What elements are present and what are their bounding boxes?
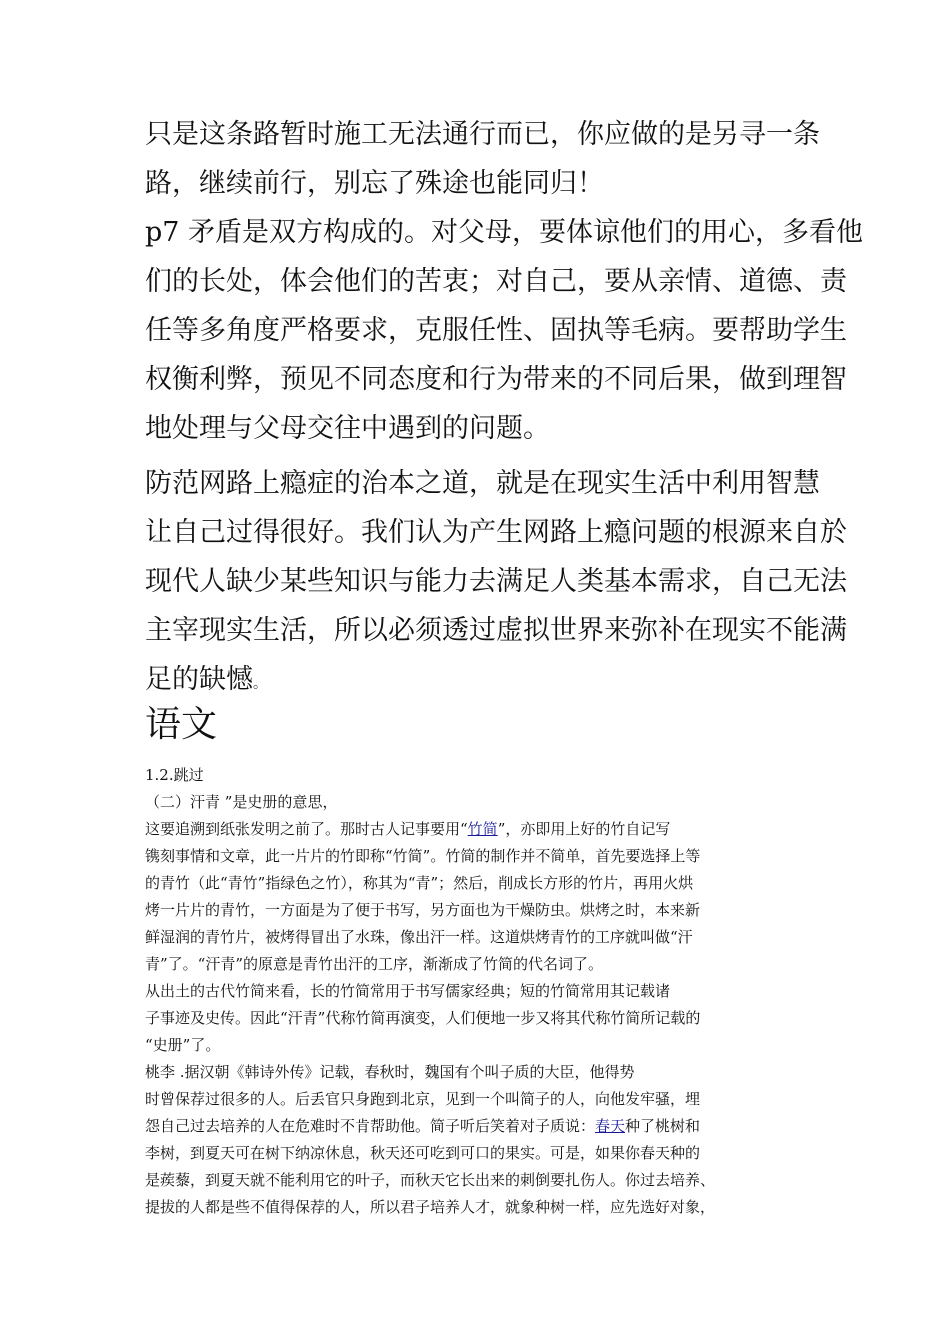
text-line: 们的长处，体会他们的苦衷；对自己，要从亲情、道德、责 [145,266,847,297]
paragraph-line [145,1113,825,1140]
paragraph-line: 青”了。“汗青”的原意是青竹出汗的工序，渐渐成了竹简的代名词了。 [145,955,604,973]
text-fragment: 种了桃树和 [625,1117,701,1135]
paragraph-line [145,816,825,843]
essay-section [145,110,864,709]
paragraph-line: 桃李 .据汉朝《韩诗外传》记载，春秋时，魏国有个叫子质的大臣，他得势 [145,1063,635,1081]
text-line-last [145,655,825,709]
text-line: 任等多角度严格要求，克服任性、固执等毛病。要帮助学生 [145,315,847,346]
text-line: 地处理与父母交往中遇到的问题。 [145,413,550,444]
text-line: 现代人缺少某些知识与能力去满足人类基本需求，自己无法 [145,566,847,597]
paragraph-line: 镌刻事情和文章，此一片片的竹即称“竹简”。竹简的制作并不简单，首先要选择上等 [145,847,701,865]
paragraph-line: 时曾保荐过很多的人。后丢官只身跑到北京，见到一个叫简子的人，向他发牢骚，埋 [145,1090,701,1108]
paragraph-line: 子事迹及史传。因此“汗青”代称竹简再演变，人们便地一步又将其代称竹简所记载的 [145,1009,701,1027]
chinese-section [145,762,825,1221]
text-fragment: 这要追溯到纸张发明之前了。那时古人记事要用“ [145,820,468,838]
text-line: 防范网路上瘾症的治本之道，就是在现实生活中利用智慧 [145,468,820,499]
text-fragment: ”，亦即用上好的竹自记写 [497,820,671,838]
paragraph-line: 烤一片片的青竹，一方面是为了便于书写，另方面也为干燥防虫。烘烤之时，本来新 [145,901,701,919]
item-label: 1.2.跳过 [145,766,204,784]
end-mark: 。 [253,676,267,692]
paragraph-line: 是蒺藜，到夏天就不能利用它的叶子，而秋天它长出来的刺倒要扎伤人。你过去培养、 [145,1171,716,1189]
paragraph-line: 李树，到夏天可在树下纳凉休息，秋天还可吃到可口的果实。可是，如果你春天种的 [145,1144,701,1162]
section-heading: 语文 [145,704,218,745]
paragraph-line: 提拔的人都是些不值得保荐的人，所以君子培养人才，就象种树一样，应先选好对象， [145,1198,716,1216]
paragraph-line: “史册”了。 [145,1036,221,1054]
paragraph-line: 的青竹（此“青竹”指绿色之竹），称其为“青”；然后，削成长方形的竹片，再用火烘 [145,874,694,892]
spring-link[interactable]: 春天 [595,1117,626,1135]
paragraph-line: 从出土的古代竹简来看，长的竹简常用于书写儒家经典；短的竹简常用其记载诸 [145,982,671,1000]
text-line: 让自己过得很好。我们认为产生网路上瘾问题的根源来自於 [145,517,847,548]
text-line: p7 矛盾是双方构成的。对父母，要体谅他们的用心，多看他 [145,217,864,248]
text-line: 主宰现实生活，所以必须透过虚拟世界来弥补在现实不能满 [145,615,847,646]
text-line: 只是这条路暂时施工无法通行而已，你应做的是另寻一条 [145,119,820,150]
text-fragment: 足的缺憾 [145,664,253,695]
sub-heading: （二）汗青 ”是史册的意思， [145,793,338,811]
text-line: 路，继续前行，别忘了殊途也能同归！ [145,168,604,199]
text-fragment: 怨自己过去培养的人在危难时不肯帮助他。简子听后笑着对子质说： [145,1117,596,1135]
paragraph-line: 鲜湿润的青竹片，被烤得冒出了水珠，像出汗一样。这道烘烤青竹的工序就叫做“汗 [145,928,693,946]
text-line: 权衡利弊，预见不同态度和行为带来的不同后果，做到理智 [145,364,847,395]
bamboo-slip-link[interactable]: 竹简 [467,820,498,838]
